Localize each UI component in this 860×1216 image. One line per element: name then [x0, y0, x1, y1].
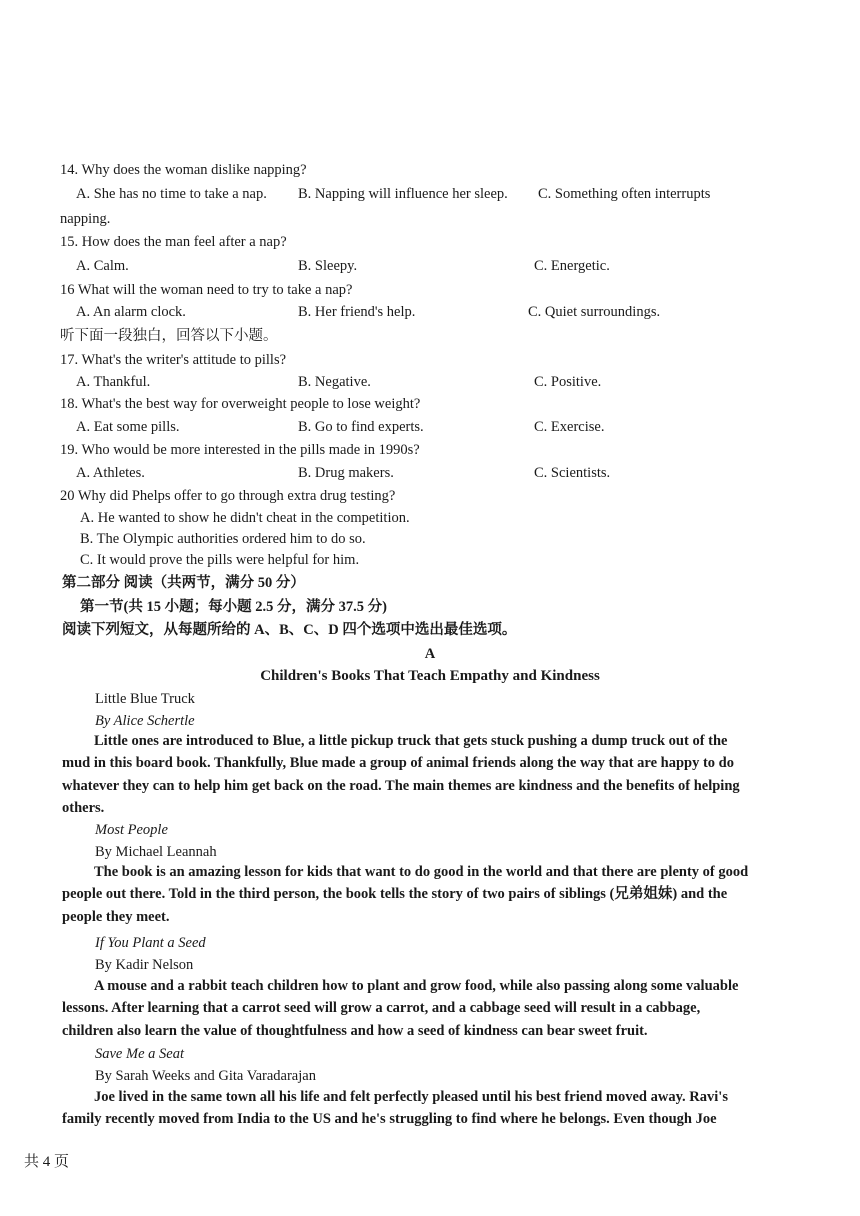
option-a: A. An alarm clock. — [76, 304, 186, 320]
option-a: A. Thankful. — [76, 374, 151, 390]
question-14-option-c-continued: napping. — [60, 211, 111, 227]
page-count: 共 4 页 — [24, 1154, 70, 1170]
book-3-author: By Kadir Nelson — [95, 957, 194, 973]
question-20-option-a: A. He wanted to show he didn't cheat in the competition. — [80, 510, 410, 526]
option-a: A. Athletes. — [76, 465, 145, 481]
book-1-description: Little ones are introduced to Blue, a little pickup truck that gets stuck pushing a dump truck out of the mud in this board book. Thankfully, Blue made a group of animal friends along the way that are happy to do whatever they can to help him get back on the road. The main themes are kindness and the benefits of helping others. — [62, 733, 740, 816]
option-b: B. Drug makers. — [298, 465, 394, 481]
question-20-option-c: C. It would prove the pills were helpful for him. — [80, 552, 360, 568]
book-2-title: Most People — [95, 822, 168, 838]
question-17-stem: 17. What's the writer's attitude to pills? — [60, 352, 287, 368]
option-c: C. Quiet surroundings. — [528, 304, 661, 320]
question-18-stem: 18. What's the best way for overweight people to lose weight? — [60, 396, 421, 412]
question-20-stem: 20 Why did Phelps offer to go through extra drug testing? — [60, 488, 396, 504]
passage-title: Children's Books That Teach Empathy and Kindness — [260, 668, 600, 684]
option-b: B. Negative. — [298, 374, 371, 390]
question-14-stem: 14. Why does the woman dislike napping? — [60, 162, 307, 178]
option-c: C. Something often interrupts — [538, 186, 711, 202]
question-19-stem: 19. Who would be more interested in the pills made in 1990s? — [60, 442, 420, 458]
question-15-stem: 15. How does the man feel after a nap? — [60, 234, 287, 250]
passage-letter: A — [424, 646, 436, 662]
question-20-option-b: B. The Olympic authorities ordered him to do so. — [80, 531, 366, 547]
book-4-description: Joe lived in the same town all his life and felt perfectly pleased until his best friend moved away. Ravi's family recently moved from India to the US and he's struggling to find where he belongs. Even though Joe — [62, 1089, 728, 1128]
section-title: 第一节(共 15 小题；每小题 2.5 分，满分 37.5 分) — [80, 599, 387, 615]
option-a: A. She has no time to take a nap. — [76, 186, 267, 202]
option-b: B. Sleepy. — [298, 258, 358, 274]
book-2-description: The book is an amazing lesson for kids that want to do good in the world and that there are plenty of good people out there. Told in the third person, the book tells the story of two pairs of siblings (兄弟姐妹) and the people they meet. — [62, 864, 749, 925]
part-title: 第二部分 阅读（共两节，满分 50 分） — [62, 575, 305, 591]
book-1-title: Little Blue Truck — [95, 691, 195, 707]
reading-instruction: 阅读下列短文，从每题所给的 A、B、C、D 四个选项中选出最佳选项。 — [62, 622, 517, 638]
option-c: C. Energetic. — [534, 258, 610, 274]
question-16-stem: 16 What will the woman need to try to take a nap? — [60, 282, 353, 298]
option-a: A. Calm. — [76, 258, 129, 274]
book-2-author: By Michael Leannah — [95, 844, 217, 860]
book-4-title: Save Me a Seat — [95, 1046, 184, 1062]
monologue-instruction: 听下面一段独白，回答以下小题。 — [60, 328, 278, 344]
book-4-author: By Sarah Weeks and Gita Varadarajan — [95, 1068, 316, 1084]
option-c: C. Positive. — [534, 374, 602, 390]
book-1-author: By Alice Schertle — [95, 713, 195, 729]
option-b: B. Her friend's help. — [298, 304, 416, 320]
book-3-description: A mouse and a rabbit teach children how to plant and grow food, while also passing along some valuable lessons. After learning that a carrot seed will grow a carrot, and a cabbage seed will result in a cabbage, children also learn the value of thoughtfulness and how a seed of kindness can bear sweet fruit. — [62, 978, 739, 1039]
option-c: C. Exercise. — [534, 419, 605, 435]
book-3-title: If You Plant a Seed — [95, 935, 206, 951]
option-a: A. Eat some pills. — [76, 419, 180, 435]
option-b: B. Napping will influence her sleep. — [298, 186, 508, 202]
option-c: C. Scientists. — [534, 465, 611, 481]
option-b: B. Go to find experts. — [298, 419, 424, 435]
